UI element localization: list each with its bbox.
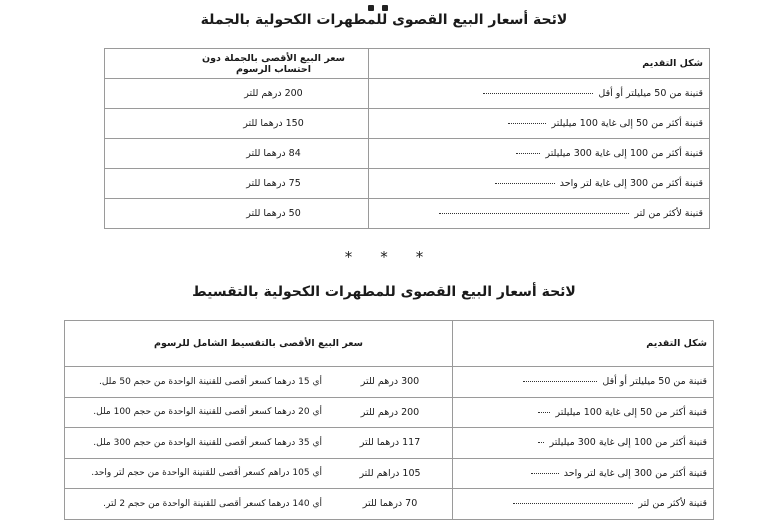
row-note-cell: أي 140 درهما كسعر أقصى للقنينة الواحدة من حجم 2 لتر. bbox=[65, 489, 329, 520]
separator-star: * bbox=[344, 248, 353, 266]
row-price-cell: 50 درهما للتر bbox=[105, 199, 369, 229]
dot-leader bbox=[508, 122, 546, 124]
header-price: سعر البيع الأقصى بالتقسيط الشامل للرسوم bbox=[65, 321, 453, 367]
dot-leader bbox=[531, 472, 559, 474]
row-price-cell: 117 درهما للتر bbox=[328, 428, 453, 459]
row-note-cell: أي 105 دراهم كسعر أقصى للقنينة الواحدة من حجم لتر واحد. bbox=[65, 458, 329, 489]
table-row bbox=[65, 489, 714, 520]
wholesale-price-table bbox=[104, 48, 710, 229]
table-row bbox=[105, 199, 710, 229]
dot-leader bbox=[513, 502, 633, 504]
row-note-cell: أي 35 درهما كسعر أقصى للقنينة الواحدة من حجم 300 ملل. bbox=[65, 428, 329, 459]
row-price-cell: 105 دراهم للتر bbox=[328, 458, 453, 489]
row-shape-cell bbox=[453, 428, 714, 459]
shape-text: قنينة لأكثر من لتر bbox=[638, 498, 707, 510]
shape-text: قنينة أكثر من 100 إلى غاية 300 ميليلتر bbox=[545, 148, 703, 159]
row-shape-cell bbox=[453, 489, 714, 520]
table-row bbox=[105, 139, 710, 169]
row-price-cell: 84 درهما للتر bbox=[105, 139, 369, 169]
header-shape: شكل التقديم bbox=[453, 321, 714, 367]
row-price-cell: 70 درهما للتر bbox=[328, 489, 453, 520]
row-shape-cell bbox=[453, 397, 714, 428]
dot-leader bbox=[495, 182, 555, 184]
separator-star: * bbox=[380, 248, 388, 266]
table-row bbox=[65, 428, 714, 459]
shape-text: قنينة أكثر من 300 إلى غاية لتر واحد bbox=[559, 178, 703, 189]
table-row bbox=[105, 169, 710, 199]
table-row bbox=[105, 79, 710, 109]
row-price-cell: 200 درهم للتر bbox=[105, 79, 369, 109]
shape-text: قنينة أكثر من 300 إلى غاية لتر واحد bbox=[563, 467, 707, 479]
shape-text: قنينة لأكثر من لتر bbox=[634, 208, 703, 219]
dot-leader bbox=[523, 380, 597, 382]
dot-leader bbox=[538, 411, 550, 413]
top-edge-mark bbox=[368, 0, 400, 4]
table-header-row bbox=[65, 321, 714, 367]
dot-leader bbox=[483, 92, 593, 94]
row-shape-cell bbox=[369, 169, 710, 199]
shape-text: قنينة أكثر من 50 إلى غاية 100 ميليلتر bbox=[551, 118, 703, 129]
row-shape-cell bbox=[453, 367, 714, 398]
row-price-cell: 150 درهما للتر bbox=[105, 109, 369, 139]
section-separator bbox=[0, 248, 768, 266]
table-row bbox=[105, 109, 710, 139]
separator-star: * bbox=[415, 248, 424, 266]
table-row bbox=[65, 397, 714, 428]
row-note-cell: أي 15 درهما كسعر أقصى للقنينة الواحدة من حجم 50 ملل. bbox=[65, 367, 329, 398]
retail-price-table bbox=[64, 320, 714, 520]
row-price-cell: 75 درهما للتر bbox=[105, 169, 369, 199]
row-price-cell: 300 درهم للتر bbox=[328, 367, 453, 398]
dot-leader bbox=[538, 441, 544, 443]
row-shape-cell bbox=[369, 199, 710, 229]
row-shape-cell bbox=[453, 458, 714, 489]
dot-leader bbox=[439, 212, 629, 214]
row-shape-cell bbox=[369, 79, 710, 109]
header-price: سعر البيع الأقصى بالجملة دون احتساب الرسوم bbox=[105, 49, 369, 79]
shape-text: قنينة أكثر من 50 إلى غاية 100 ميليلتر bbox=[555, 406, 707, 418]
row-shape-cell bbox=[369, 139, 710, 169]
row-note-cell: أي 20 درهما كسعر أقصى للقنينة الواحدة من حجم 100 ملل. bbox=[65, 397, 329, 428]
table-row bbox=[65, 458, 714, 489]
shape-text: قنينة من 50 ميليلتر أو أقل bbox=[602, 376, 707, 388]
header-shape: شكل التقديم bbox=[369, 49, 710, 79]
table-header-row bbox=[105, 49, 710, 79]
row-shape-cell bbox=[369, 109, 710, 139]
shape-text: قنينة من 50 ميليلتر أو أقل bbox=[598, 88, 703, 99]
retail-title: لائحة أسعار البيع القصوى للمطهرات الكحولية بالتقسيط bbox=[192, 284, 576, 300]
shape-text: قنينة أكثر من 100 إلى غاية 300 ميليلتر bbox=[549, 437, 707, 449]
table-row bbox=[65, 367, 714, 398]
wholesale-title: لائحة أسعار البيع القصوى للمطهرات الكحولية بالجملة bbox=[200, 12, 568, 28]
dot-leader bbox=[516, 152, 540, 154]
row-price-cell: 200 درهم للتر bbox=[328, 397, 453, 428]
